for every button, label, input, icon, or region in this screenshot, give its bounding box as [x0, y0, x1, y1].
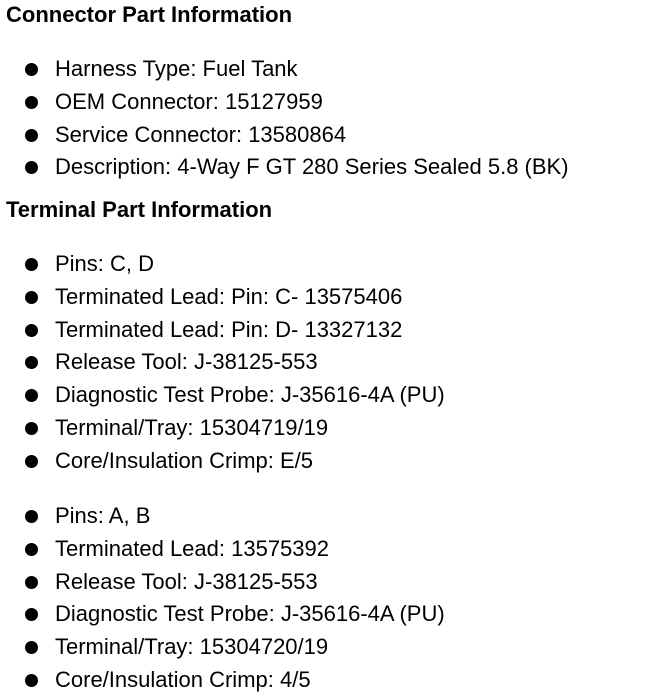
list-item-text: Pins: C, D — [55, 251, 155, 276]
bullet-icon — [25, 455, 38, 468]
list-item-text: Harness Type: Fuel Tank — [55, 56, 298, 81]
bullet-icon — [25, 258, 38, 271]
list-item-text: Terminal/Tray: 15304720/19 — [55, 634, 329, 660]
list-item-text: Core/Insulation Crimp: 4/5 — [55, 666, 311, 692]
list-item-text: Diagnostic Test Probe: J-35616-4A (PU) — [55, 382, 445, 408]
list-item-text: Terminated Lead: Pin: D- 13327132 — [55, 316, 403, 342]
list-item-text: Terminated Lead: 13575392 — [55, 535, 329, 561]
list-item-text: Release Tool: J-38125-553 — [55, 349, 318, 375]
list-item-text: OEM Connector: 15127959 — [55, 88, 323, 114]
list-item-text: Service Connector: 13580864 — [55, 121, 347, 147]
bullet-icon — [25, 674, 38, 687]
bullet-icon — [25, 63, 38, 76]
bullet-icon — [25, 324, 38, 337]
bullet-icon — [25, 389, 38, 402]
bullet-icon — [25, 641, 38, 654]
bullet-icon — [25, 129, 38, 142]
bullet-icon — [25, 356, 38, 369]
bullet-icon — [25, 161, 38, 174]
terminal-part-information-heading: Terminal Part Information — [6, 197, 273, 222]
list-item-text: Core/Insulation Crimp: E/5 — [55, 447, 313, 473]
list-item-text: Diagnostic Test Probe: J-35616-4A (PU) — [55, 601, 445, 627]
connector-part-information-heading: Connector Part Information — [6, 2, 293, 27]
bullet-icon — [25, 96, 38, 109]
bullet-icon — [25, 576, 38, 589]
list-item-text: Pins: A, B — [55, 503, 151, 528]
list-item-text: Description: 4-Way F GT 280 Series Sealed 5.8 (BK) — [55, 154, 569, 180]
bullet-icon — [25, 543, 38, 556]
list-item-text: Release Tool: J-38125-553 — [55, 568, 318, 594]
list-item-text: Terminated Lead: Pin: C- 13575406 — [55, 283, 403, 309]
bullet-icon — [25, 422, 38, 435]
bullet-icon — [25, 291, 38, 304]
bullet-icon — [25, 510, 38, 523]
list-item-text: Terminal/Tray: 15304719/19 — [55, 414, 329, 440]
bullet-icon — [25, 608, 38, 621]
